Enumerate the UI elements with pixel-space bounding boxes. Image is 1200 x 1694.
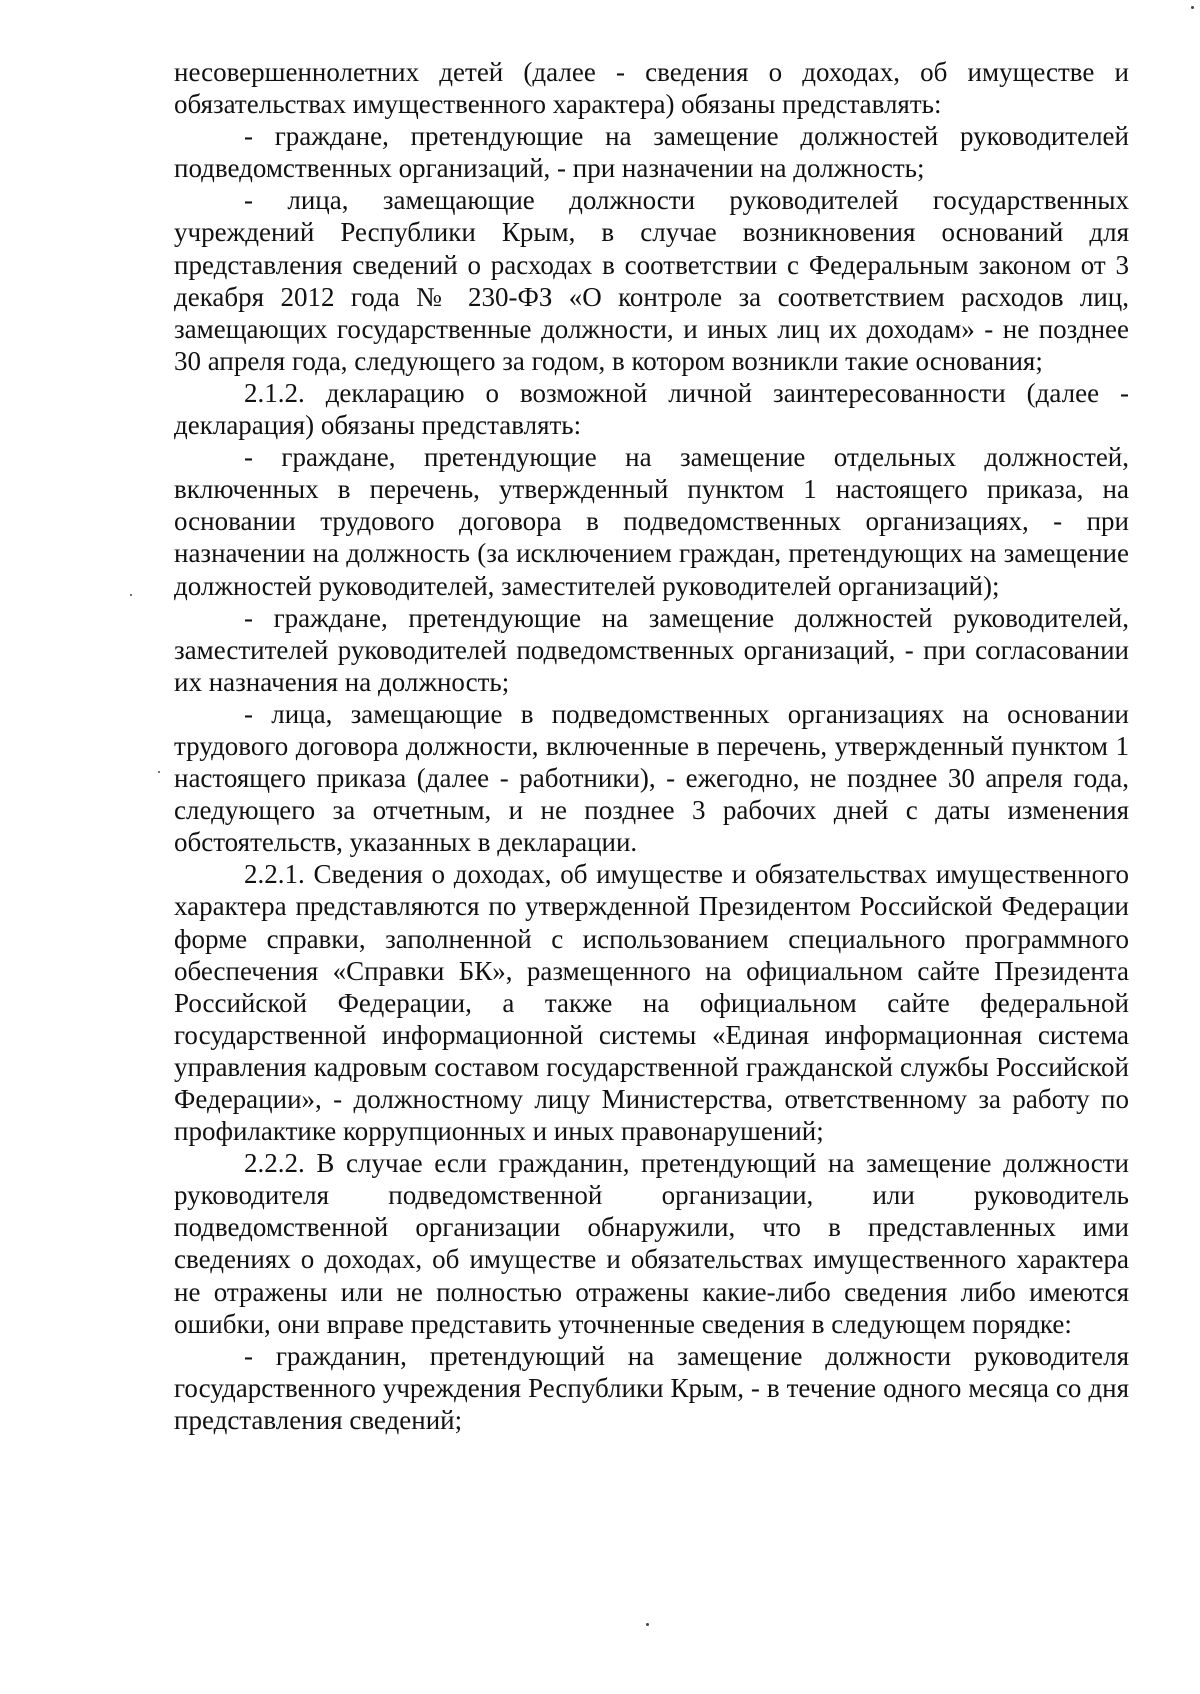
scan-speck <box>130 594 132 596</box>
scan-speck <box>158 771 160 773</box>
paragraph-7: - лица, замещающие в подведомственных организациях на основании трудового договора должности, включенные в перечень, утвержденный пунктом 1 настоящего приказа (далее - работники), - ежегодно, не позднее 30 апреля года, следующего за отчетным, и не позднее 3 рабочих дней с даты изменения обстоятельств, указанных в декларации. <box>174 698 1129 858</box>
paragraph-4: 2.1.2. декларацию о возможной личной заинтересованности (далее - декларация) обязаны представлять: <box>174 377 1129 441</box>
paragraph-5: - граждане, претендующие на замещение отдельных должностей, включенных в перечень, утвержденный пунктом 1 настоящего приказа, на основании трудового договора в подведомственных организациях, - при назначении на должность (за исключением граждан, претендующих на замещение должностей руководителей, заместителей руководителей организаций); <box>174 442 1129 601</box>
scan-speck <box>1191 6 1194 9</box>
paragraph-8: 2.2.1. Сведения о доходах, об имуществе и обязательствах имущественного характера представляются по утвержденной Президентом Российской Федерации форме справки, заполненной с использованием специального программного обеспечения «Справки БК», размещенного на официальном сайте Президента Российской Федерации, а также на официальном сайте федеральной государственной информационной системы «Единая информационная система управления кадровым составом государственной гражданской службы Российской Федерации», - должностному лицу Министерства, ответственному за работу по профилактике коррупционных и иных правонарушений; <box>174 859 1129 1147</box>
document-body <box>174 56 1129 1436</box>
paragraph-6: - граждане, претендующие на замещение должностей руководителей, заместителей руководителей подведомственных организаций, - при согласовании их назначения на должность; <box>174 602 1129 697</box>
scan-speck <box>646 1623 649 1626</box>
paragraph-9: 2.2.2. В случае если гражданин, претендующий на замещение должности руководителя подведомственной организации, или руководитель подведомственной организации обнаружили, что в представленных ими сведениях о доходах, об имуществе и обязательствах имущественного характера не отражены или не полностью отражены какие-либо сведения либо имеются ошибки, они вправе представить уточненные сведения в следующем порядке: <box>174 1148 1129 1339</box>
paragraph-2: - граждане, претендующие на замещение должностей руководителей подведомственных организаций, - при назначении на должность; <box>174 121 1129 184</box>
paragraph-1: несовершеннолетних детей (далее - сведения о доходах, об имуществе и обязательствах имущественного характера) обязаны представлять: <box>174 57 1129 120</box>
paragraph-3: - лица, замещающие должности руководителей государственных учреждений Республики Крым, в случае возникновения оснований для представления сведений о расходах в соответствии с Федеральным законом от 3 декабря 2012 года № 230-ФЗ «О контроле за соответствием расходов лиц, замещающих государственные должности, и иных лиц их доходам» - не позднее 30 апреля года, следующего за годом, в котором возникли такие основания; <box>174 185 1129 376</box>
paragraph-10: - гражданин, претендующий на замещение должности руководителя государственного учреждения Республики Крым, - в течение одного месяца со дня представления сведений; <box>174 1340 1129 1435</box>
